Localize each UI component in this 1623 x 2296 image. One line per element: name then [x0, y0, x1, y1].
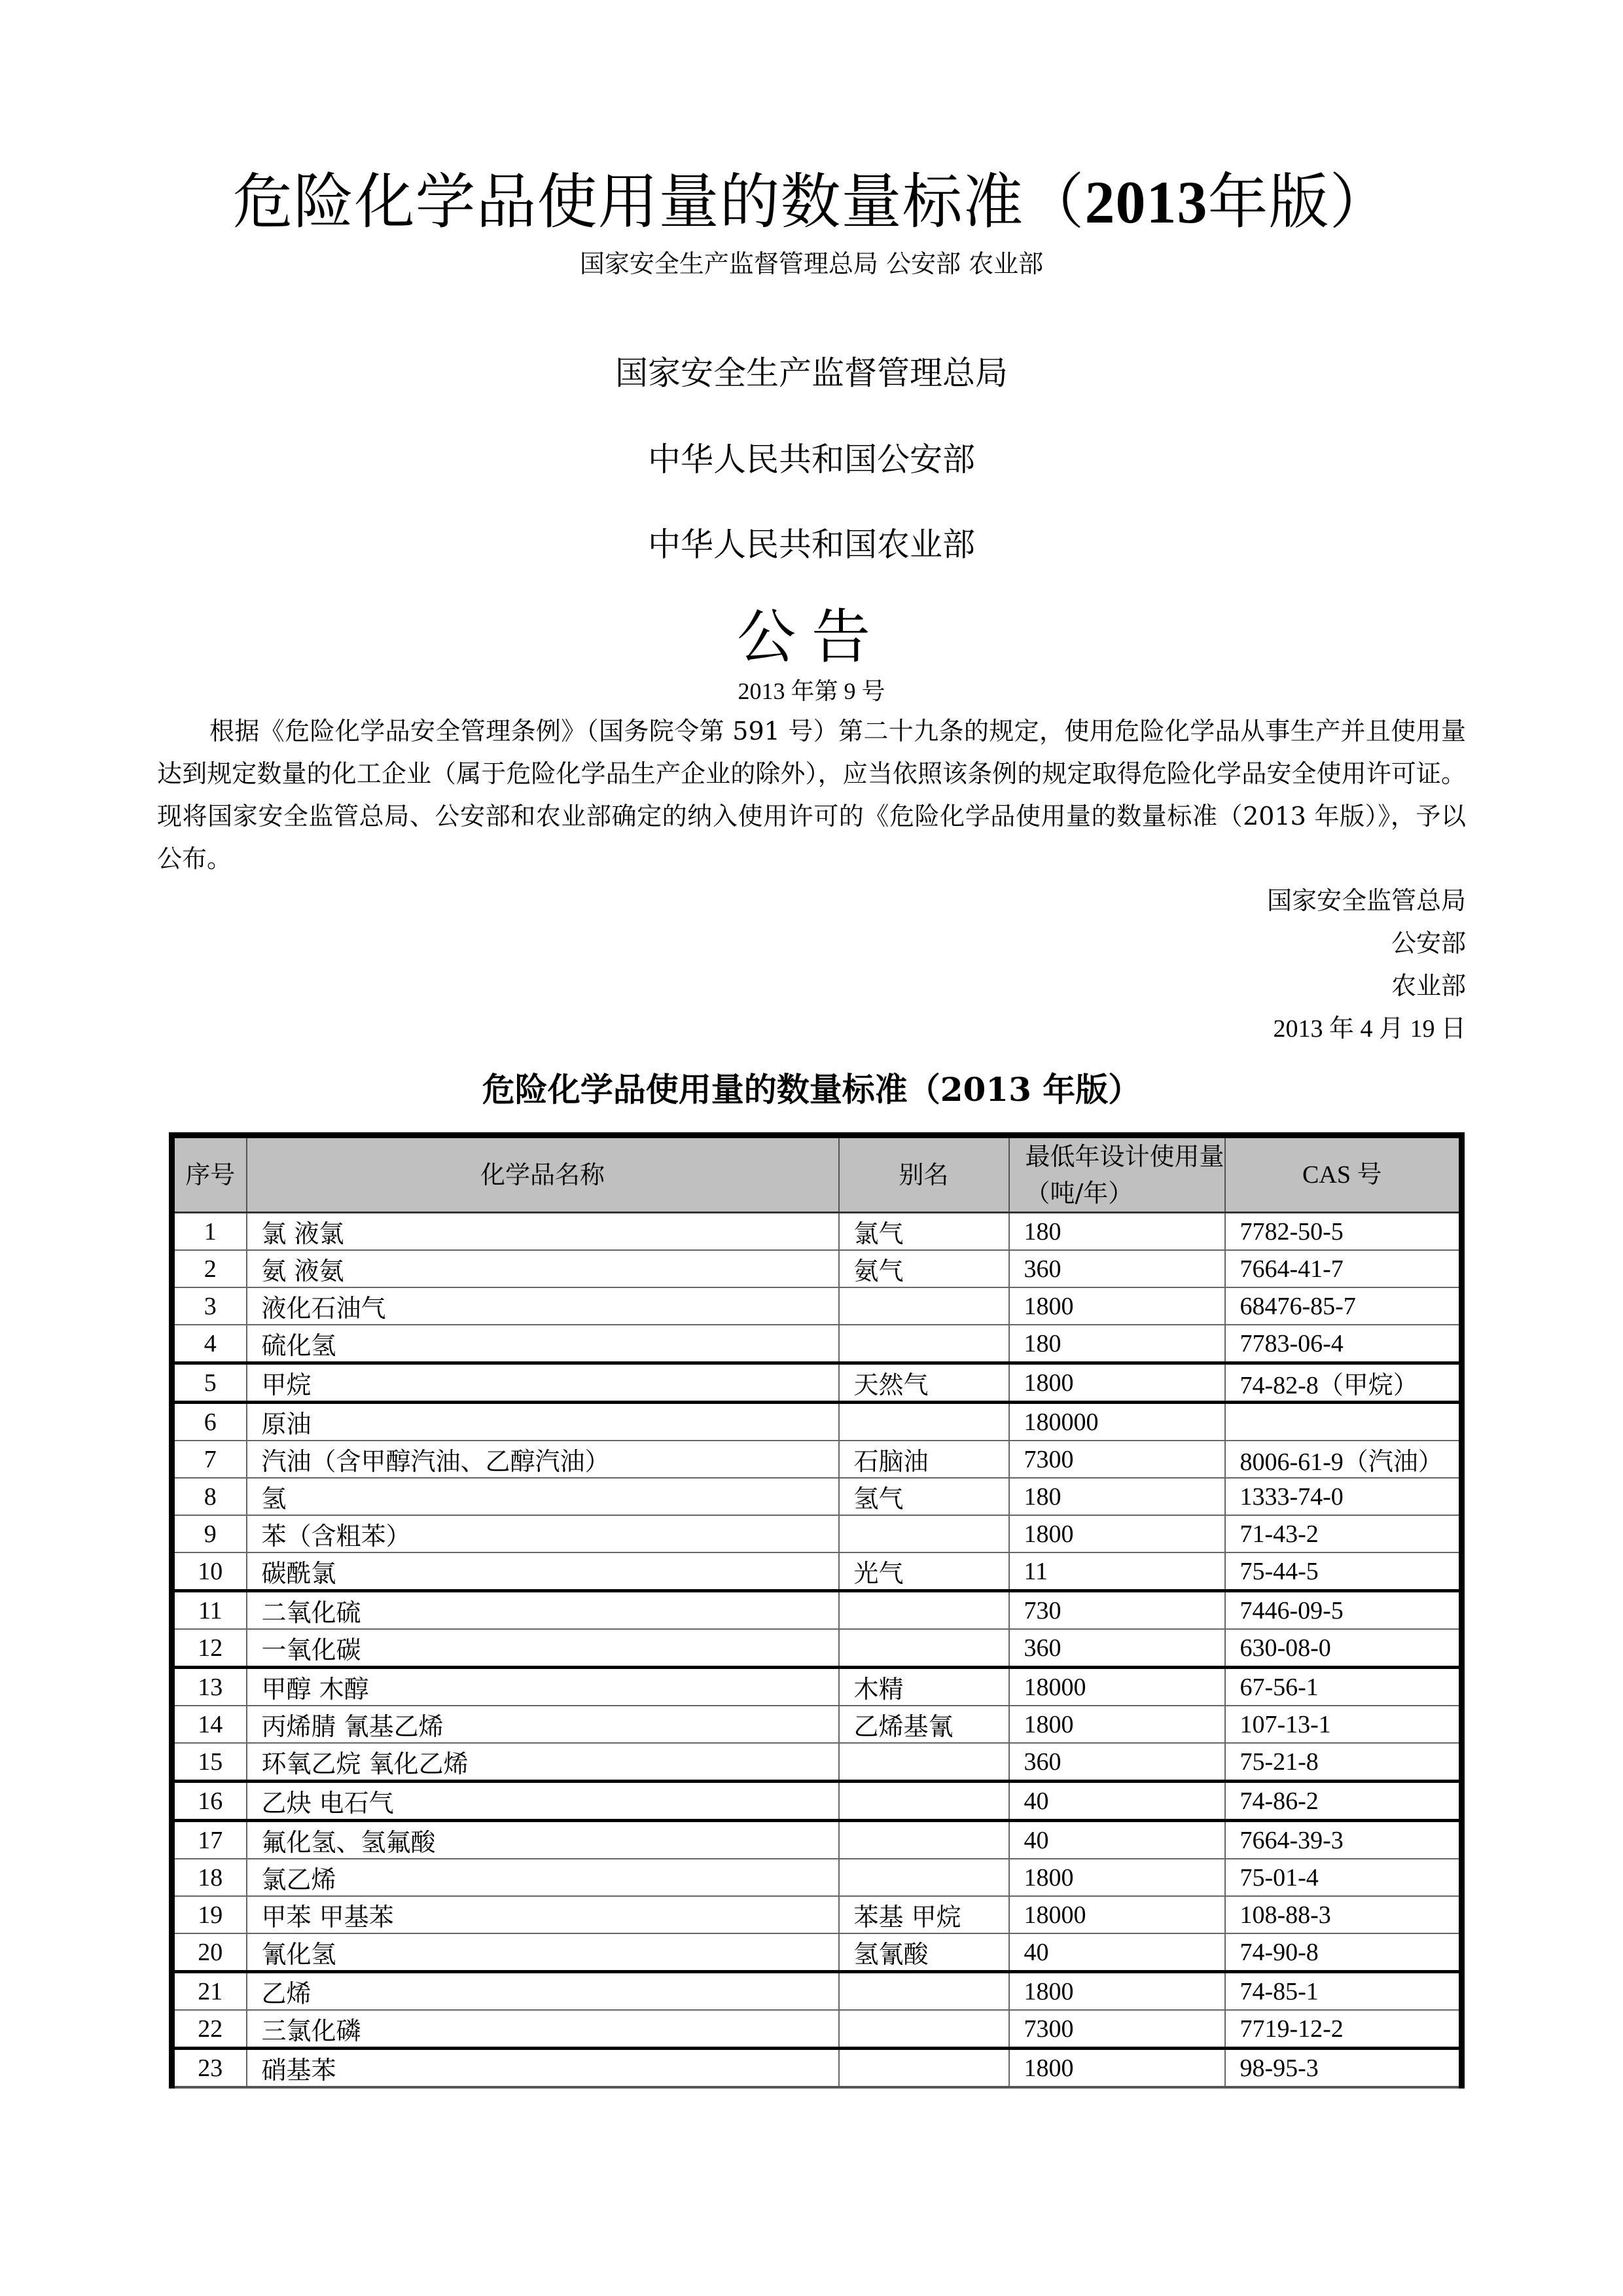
cell-cas: 8006-61-9（汽油）: [1225, 1441, 1462, 1478]
cell-no: 1: [172, 1213, 247, 1251]
header-no: 序号: [172, 1136, 247, 1213]
table-body: [172, 1213, 1462, 2088]
header-name: 化学品名称: [247, 1136, 839, 1213]
cell-alias: 木精: [839, 1668, 1009, 1706]
cell-no: 11: [172, 1591, 247, 1630]
notice-date: 2013 年 4 月 19 日: [1273, 1015, 1466, 1043]
cell-no: 4: [172, 1325, 247, 1363]
cell-alias: [839, 1782, 1009, 1821]
cell-no: 22: [172, 2010, 247, 2049]
cell-no: 5: [172, 1363, 247, 1403]
cell-cas: 71-43-2: [1225, 1515, 1462, 1552]
cell-no: 16: [172, 1782, 247, 1821]
cell-cas: 1333-74-0: [1225, 1478, 1462, 1515]
cell-no: 15: [172, 1743, 247, 1782]
signature-agency: 国家安全监管总局: [1266, 886, 1466, 915]
cell-qty: 1800: [1009, 1363, 1225, 1403]
cell-qty: 360: [1009, 1629, 1225, 1668]
cell-name: 二氧化硫: [247, 1591, 839, 1630]
cell-qty: 11: [1009, 1552, 1225, 1591]
cell-alias: [839, 1972, 1009, 2011]
agency-name: 国家安全生产监督管理总局: [615, 354, 1008, 392]
cell-alias: [839, 1743, 1009, 1782]
main-title-year: 2013: [1084, 169, 1208, 236]
cell-no: 13: [172, 1668, 247, 1706]
cell-alias: [839, 1325, 1009, 1363]
table-row: [172, 1896, 1462, 1933]
header-cas: CAS 号: [1225, 1136, 1462, 1213]
cell-qty: 1800: [1009, 1287, 1225, 1325]
cell-name: 苯（含粗苯）: [247, 1515, 839, 1552]
table-row: [172, 2049, 1462, 2088]
table-row: [172, 1668, 1462, 1706]
cell-cas: 630-08-0: [1225, 1629, 1462, 1668]
agency-name: 中华人民共和国公安部: [648, 440, 975, 478]
cell-alias: 光气: [839, 1552, 1009, 1591]
cell-alias: 氢氰酸: [839, 1933, 1009, 1972]
cell-qty: 1800: [1009, 1972, 1225, 2011]
cell-name: 氢: [247, 1478, 839, 1515]
cell-cas: 7782-50-5: [1225, 1213, 1462, 1251]
cell-qty: 180: [1009, 1325, 1225, 1363]
cell-no: 23: [172, 2049, 247, 2088]
table-row: [172, 1213, 1462, 1251]
cell-name: 甲苯 甲基苯: [247, 1896, 839, 1933]
table-row: [172, 1821, 1462, 1859]
cell-name: 甲烷: [247, 1363, 839, 1403]
signature-agency: 农业部: [1391, 971, 1466, 1000]
cell-qty: 40: [1009, 1782, 1225, 1821]
cell-cas: 7719-12-2: [1225, 2010, 1462, 2049]
table-row: [172, 1933, 1462, 1972]
notice-number: 2013 年第 9 号: [738, 678, 885, 704]
cell-cas: 74-82-8（甲烷）: [1225, 1363, 1462, 1403]
header-qty: 最低年设计使用量（吨/年）: [1009, 1136, 1225, 1213]
table-row: [172, 1478, 1462, 1515]
table-row: [172, 1441, 1462, 1478]
cell-alias: [839, 1287, 1009, 1325]
cell-cas: 75-44-5: [1225, 1552, 1462, 1591]
table-row: [172, 1591, 1462, 1630]
cell-cas: 98-95-3: [1225, 2049, 1462, 2088]
table-title: 危险化学品使用量的数量标准（2013 年版）: [482, 1070, 1141, 1109]
cell-cas: 74-85-1: [1225, 1972, 1462, 2011]
cell-qty: 360: [1009, 1250, 1225, 1287]
cell-qty: 18000: [1009, 1668, 1225, 1706]
table-row: [172, 1743, 1462, 1782]
cell-name: 甲醇 木醇: [247, 1668, 839, 1706]
cell-alias: 天然气: [839, 1363, 1009, 1403]
cell-cas: 75-21-8: [1225, 1743, 1462, 1782]
cell-no: 14: [172, 1706, 247, 1743]
main-title-suffix: 年版）: [1207, 167, 1391, 237]
header-alias: 别名: [839, 1136, 1009, 1213]
cell-name: 氯乙烯: [247, 1859, 839, 1896]
table-row: [172, 2010, 1462, 2049]
table-row: [172, 1515, 1462, 1552]
cell-qty: 180: [1009, 1478, 1225, 1515]
cell-alias: 氨气: [839, 1250, 1009, 1287]
cell-name: 一氧化碳: [247, 1629, 839, 1668]
cell-cas: 108-88-3: [1225, 1896, 1462, 1933]
cell-qty: 730: [1009, 1591, 1225, 1630]
cell-cas: 7783-06-4: [1225, 1325, 1462, 1363]
cell-name: 硫化氢: [247, 1325, 839, 1363]
table-row: [172, 1287, 1462, 1325]
cell-qty: 360: [1009, 1743, 1225, 1782]
cell-name: 汽油（含甲醇汽油、乙醇汽油）: [247, 1441, 839, 1478]
cell-qty: 180000: [1009, 1403, 1225, 1441]
cell-cas: 7664-41-7: [1225, 1250, 1462, 1287]
table-row: [172, 1629, 1462, 1668]
cell-no: 8: [172, 1478, 247, 1515]
cell-name: 氯 液氯: [247, 1213, 839, 1251]
cell-qty: 7300: [1009, 2010, 1225, 2049]
cell-alias: [839, 1591, 1009, 1630]
cell-cas: [1225, 1403, 1462, 1441]
cell-no: 7: [172, 1441, 247, 1478]
cell-qty: 180: [1009, 1213, 1225, 1251]
notice-title: 公告: [737, 603, 886, 672]
table-row: [172, 1972, 1462, 2011]
cell-qty: 1800: [1009, 1706, 1225, 1743]
signature-agency: 公安部: [1391, 929, 1466, 958]
cell-qty: 1800: [1009, 1515, 1225, 1552]
cell-no: 20: [172, 1933, 247, 1972]
cell-name: 液化石油气: [247, 1287, 839, 1325]
cell-name: 氨 液氨: [247, 1250, 839, 1287]
cell-alias: [839, 1859, 1009, 1896]
chemical-table: [169, 1132, 1465, 2089]
cell-no: 12: [172, 1629, 247, 1668]
cell-no: 19: [172, 1896, 247, 1933]
cell-no: 17: [172, 1821, 247, 1859]
cell-name: 环氧乙烷 氧化乙烯: [247, 1743, 839, 1782]
cell-alias: 苯基 甲烷: [839, 1896, 1009, 1933]
table-row: [172, 1325, 1462, 1363]
cell-alias: 氯气: [839, 1213, 1009, 1251]
table-row: [172, 1706, 1462, 1743]
cell-alias: [839, 1515, 1009, 1552]
cell-no: 10: [172, 1552, 247, 1591]
cell-cas: 107-13-1: [1225, 1706, 1462, 1743]
cell-qty: 1800: [1009, 2049, 1225, 2088]
cell-no: 21: [172, 1972, 247, 2011]
cell-alias: 氢气: [839, 1478, 1009, 1515]
cell-qty: 7300: [1009, 1441, 1225, 1478]
cell-qty: 18000: [1009, 1896, 1225, 1933]
cell-qty: 1800: [1009, 1859, 1225, 1896]
cell-name: 原油: [247, 1403, 839, 1441]
table-row: [172, 1403, 1462, 1441]
cell-qty: 40: [1009, 1933, 1225, 1972]
agency-name: 中华人民共和国农业部: [648, 526, 975, 564]
cell-name: 乙烯: [247, 1972, 839, 2011]
table-header-row: [172, 1136, 1462, 1213]
cell-name: 三氯化磷: [247, 2010, 839, 2049]
cell-cas: 7446-09-5: [1225, 1591, 1462, 1630]
table-row: [172, 1782, 1462, 1821]
cell-no: 18: [172, 1859, 247, 1896]
cell-alias: [839, 1403, 1009, 1441]
cell-name: 氰化氢: [247, 1933, 839, 1972]
cell-cas: 7664-39-3: [1225, 1821, 1462, 1859]
cell-name: 氟化氢、氢氟酸: [247, 1821, 839, 1859]
subtitle: 国家安全生产监督管理总局 公安部 农业部: [579, 249, 1044, 278]
table-row: [172, 1859, 1462, 1896]
cell-no: 9: [172, 1515, 247, 1552]
cell-cas: 74-86-2: [1225, 1782, 1462, 1821]
cell-name: 硝基苯: [247, 2049, 839, 2088]
cell-alias: [839, 2010, 1009, 2049]
cell-alias: 乙烯基氰: [839, 1706, 1009, 1743]
table-row: [172, 1552, 1462, 1591]
cell-alias: [839, 1821, 1009, 1859]
cell-alias: 石脑油: [839, 1441, 1009, 1478]
cell-no: 3: [172, 1287, 247, 1325]
cell-name: 丙烯腈 氰基乙烯: [247, 1706, 839, 1743]
cell-cas: 68476-85-7: [1225, 1287, 1462, 1325]
table-row: [172, 1363, 1462, 1403]
cell-no: 2: [172, 1250, 247, 1287]
notice-body: 根据《危险化学品安全管理条例》（国务院令第 591 号）第二十九条的规定，使用危险化学品从事生产并且使用量达到规定数量的化工企业（属于危险化学品生产企业的除外），应当依照该条例的规定取得危险化学品安全使用许可证。现将国家安全监管总局、公安部和农业部确定的纳入使用许可的《危险化学品使用量的数量标准（2013 年版）》，予以公布。: [157, 717, 1466, 873]
cell-alias: [839, 1629, 1009, 1668]
cell-name: 碳酰氯: [247, 1552, 839, 1591]
cell-alias: [839, 2049, 1009, 2088]
cell-qty: 40: [1009, 1821, 1225, 1859]
table-row: [172, 1250, 1462, 1287]
cell-cas: 75-01-4: [1225, 1859, 1462, 1896]
cell-name: 乙炔 电石气: [247, 1782, 839, 1821]
main-title-prefix: 危险化学品使用量的数量标准（: [232, 167, 1085, 237]
cell-no: 6: [172, 1403, 247, 1441]
cell-cas: 67-56-1: [1225, 1668, 1462, 1706]
main-title: [0, 154, 1623, 240]
cell-cas: 74-90-8: [1225, 1933, 1462, 1972]
